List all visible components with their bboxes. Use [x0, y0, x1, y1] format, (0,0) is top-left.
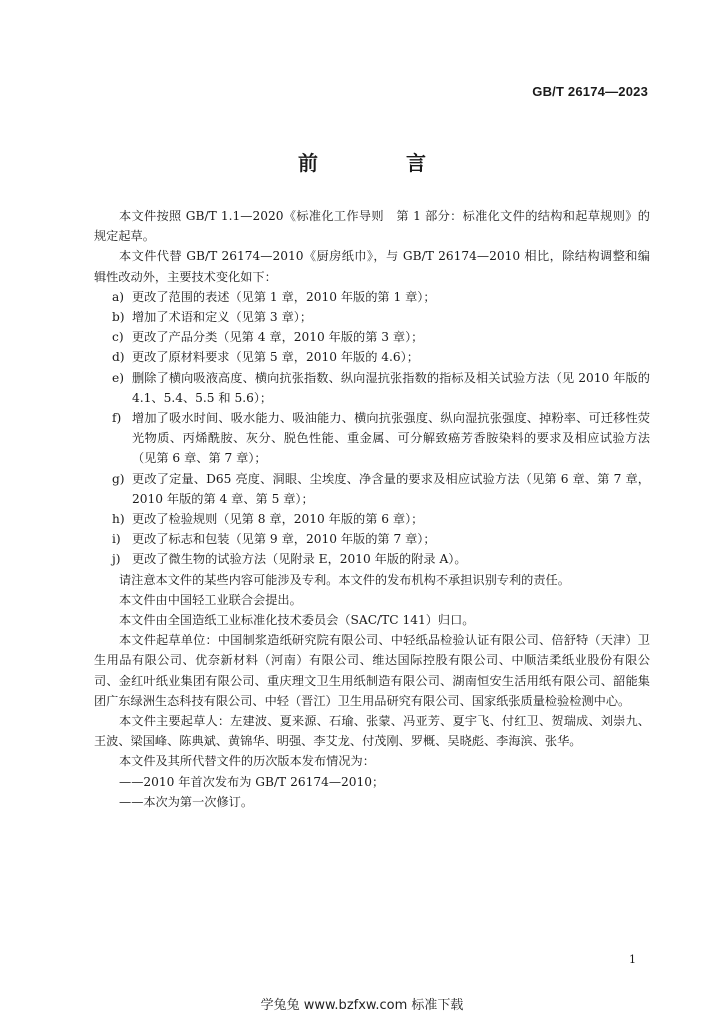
list-item: [94, 327, 650, 347]
list-marker: f): [112, 411, 122, 426]
list-item: [94, 469, 650, 509]
list-item: [94, 509, 650, 529]
list-marker: g): [112, 471, 125, 486]
list-item-text: 增加了术语和定义（见第 3 章）；: [132, 310, 313, 325]
list-item-text: 更改了微生物的试验方法（见附录 E，2010 年版的附录 A）。: [132, 552, 467, 567]
paragraph: 请注意本文件的某些内容可能涉及专利。本文件的发布机构不承担识别专利的责任。: [119, 572, 570, 587]
list-item: [94, 368, 650, 408]
paragraph: 本文件按照 GB/T 1.1—2020《标准化工作导则 第 1 部分：标准化文件的结构和起草规则》的规定起草。: [94, 209, 650, 244]
list-item-text: 更改了标志和包装（见第 9 章，2010 年版的第 7 章）；: [132, 532, 436, 547]
paragraph: 本文件由中国轻工业联合会提出。: [119, 592, 302, 607]
paragraph: 本文件及其所代替文件的历次版本发布情况为：: [119, 754, 375, 769]
list-item-text: 删除了横向吸液高度、横向抗张指数、纵向湿抗张指数的指标及相关试验方法（见 2010 年版的 4.1、5.4、5.5 和 5.6）；: [132, 370, 650, 405]
changes-list: [94, 287, 650, 570]
history-item: ——本次为第一次修订。: [119, 794, 254, 809]
history-item: ——2010 年首次发布为 GB/T 26174—2010；: [119, 774, 385, 789]
list-marker: b): [112, 310, 125, 325]
list-item: [94, 529, 650, 549]
list-item-text: 更改了范围的表述（见第 1 章，2010 年版的第 1 章）；: [132, 289, 436, 304]
list-item-text: 更改了检验规则（见第 8 章，2010 年版的第 6 章）；: [132, 512, 424, 527]
list-item: [94, 408, 650, 469]
list-marker: e): [112, 370, 124, 385]
page-number: 1: [629, 953, 636, 966]
paragraph: 本文件代替 GB/T 26174—2010《厨房纸巾》，与 GB/T 26174—2010 相比，除结构调整和编辑性改动外，主要技术变化如下：: [94, 249, 650, 284]
list-item-text: 更改了定量、D65 亮度、洞眼、尘埃度、净含量的要求及相应试验方法（见第 6 章、第 7 章，2010 年版的第 4 章、第 5 章）；: [132, 471, 650, 506]
list-marker: c): [112, 330, 124, 345]
list-marker: j): [112, 552, 121, 567]
paragraph: 本文件主要起草人：左建波、夏来源、石瑜、张蒙、冯亚芳、夏宇飞、付红卫、贺瑞成、刘崇九、王波、梁国峰、陈典斌、黄锦华、明强、李艾龙、付茂刚、罗概、吴晓彪、李海滨、张华。: [94, 714, 650, 749]
paragraph: 本文件由全国造纸工业标准化技术委员会（SAC/TC 141）归口。: [119, 613, 475, 628]
list-marker: i): [112, 532, 121, 547]
list-item: [94, 549, 650, 569]
list-marker: d): [112, 350, 125, 365]
list-item-text: 更改了产品分类（见第 4 章，2010 年版的第 3 章）；: [132, 330, 424, 345]
list-item: [94, 287, 650, 307]
footer-watermark: 学兔兔 www.bzfxw.com 标准下载: [260, 998, 464, 1013]
list-item-text: 增加了吸水时间、吸水能力、吸油能力、横向抗张强度、纵向湿抗张强度、掉粉率、可迁移性荧光物质、丙烯酰胺、灰分、脱色性能、重金属、可分解致癌芳香胺染料的要求及相应试验方法（见第 6 章、第 7 章）；: [132, 411, 650, 466]
foreword-body: [94, 206, 650, 812]
list-item: [94, 347, 650, 367]
paragraph: 本文件起草单位：中国制浆造纸研究院有限公司、中轻纸品检验认证有限公司、倍舒特（天津）卫生用品有限公司、优奈新材料（河南）有限公司、维达国际控股有限公司、中顺洁柔纸业股份有限公司、金红叶纸业集团有限公司、重庆理文卫生用纸制造有限公司、湖南恒安生活用纸有限公司、韶能集团广东绿洲生态科技有限公司、中轻（晋江）卫生用品研究有限公司、国家纸张质量检验检测中心。: [94, 633, 650, 708]
page-title: 前 言: [298, 151, 460, 175]
list-marker: a): [112, 289, 125, 304]
list-item-text: 更改了原材料要求（见第 5 章，2010 年版的 4.6）；: [132, 350, 419, 365]
list-item: [94, 307, 650, 327]
standard-code: GB/T 26174—2023: [532, 84, 648, 99]
list-marker: h): [112, 512, 125, 527]
